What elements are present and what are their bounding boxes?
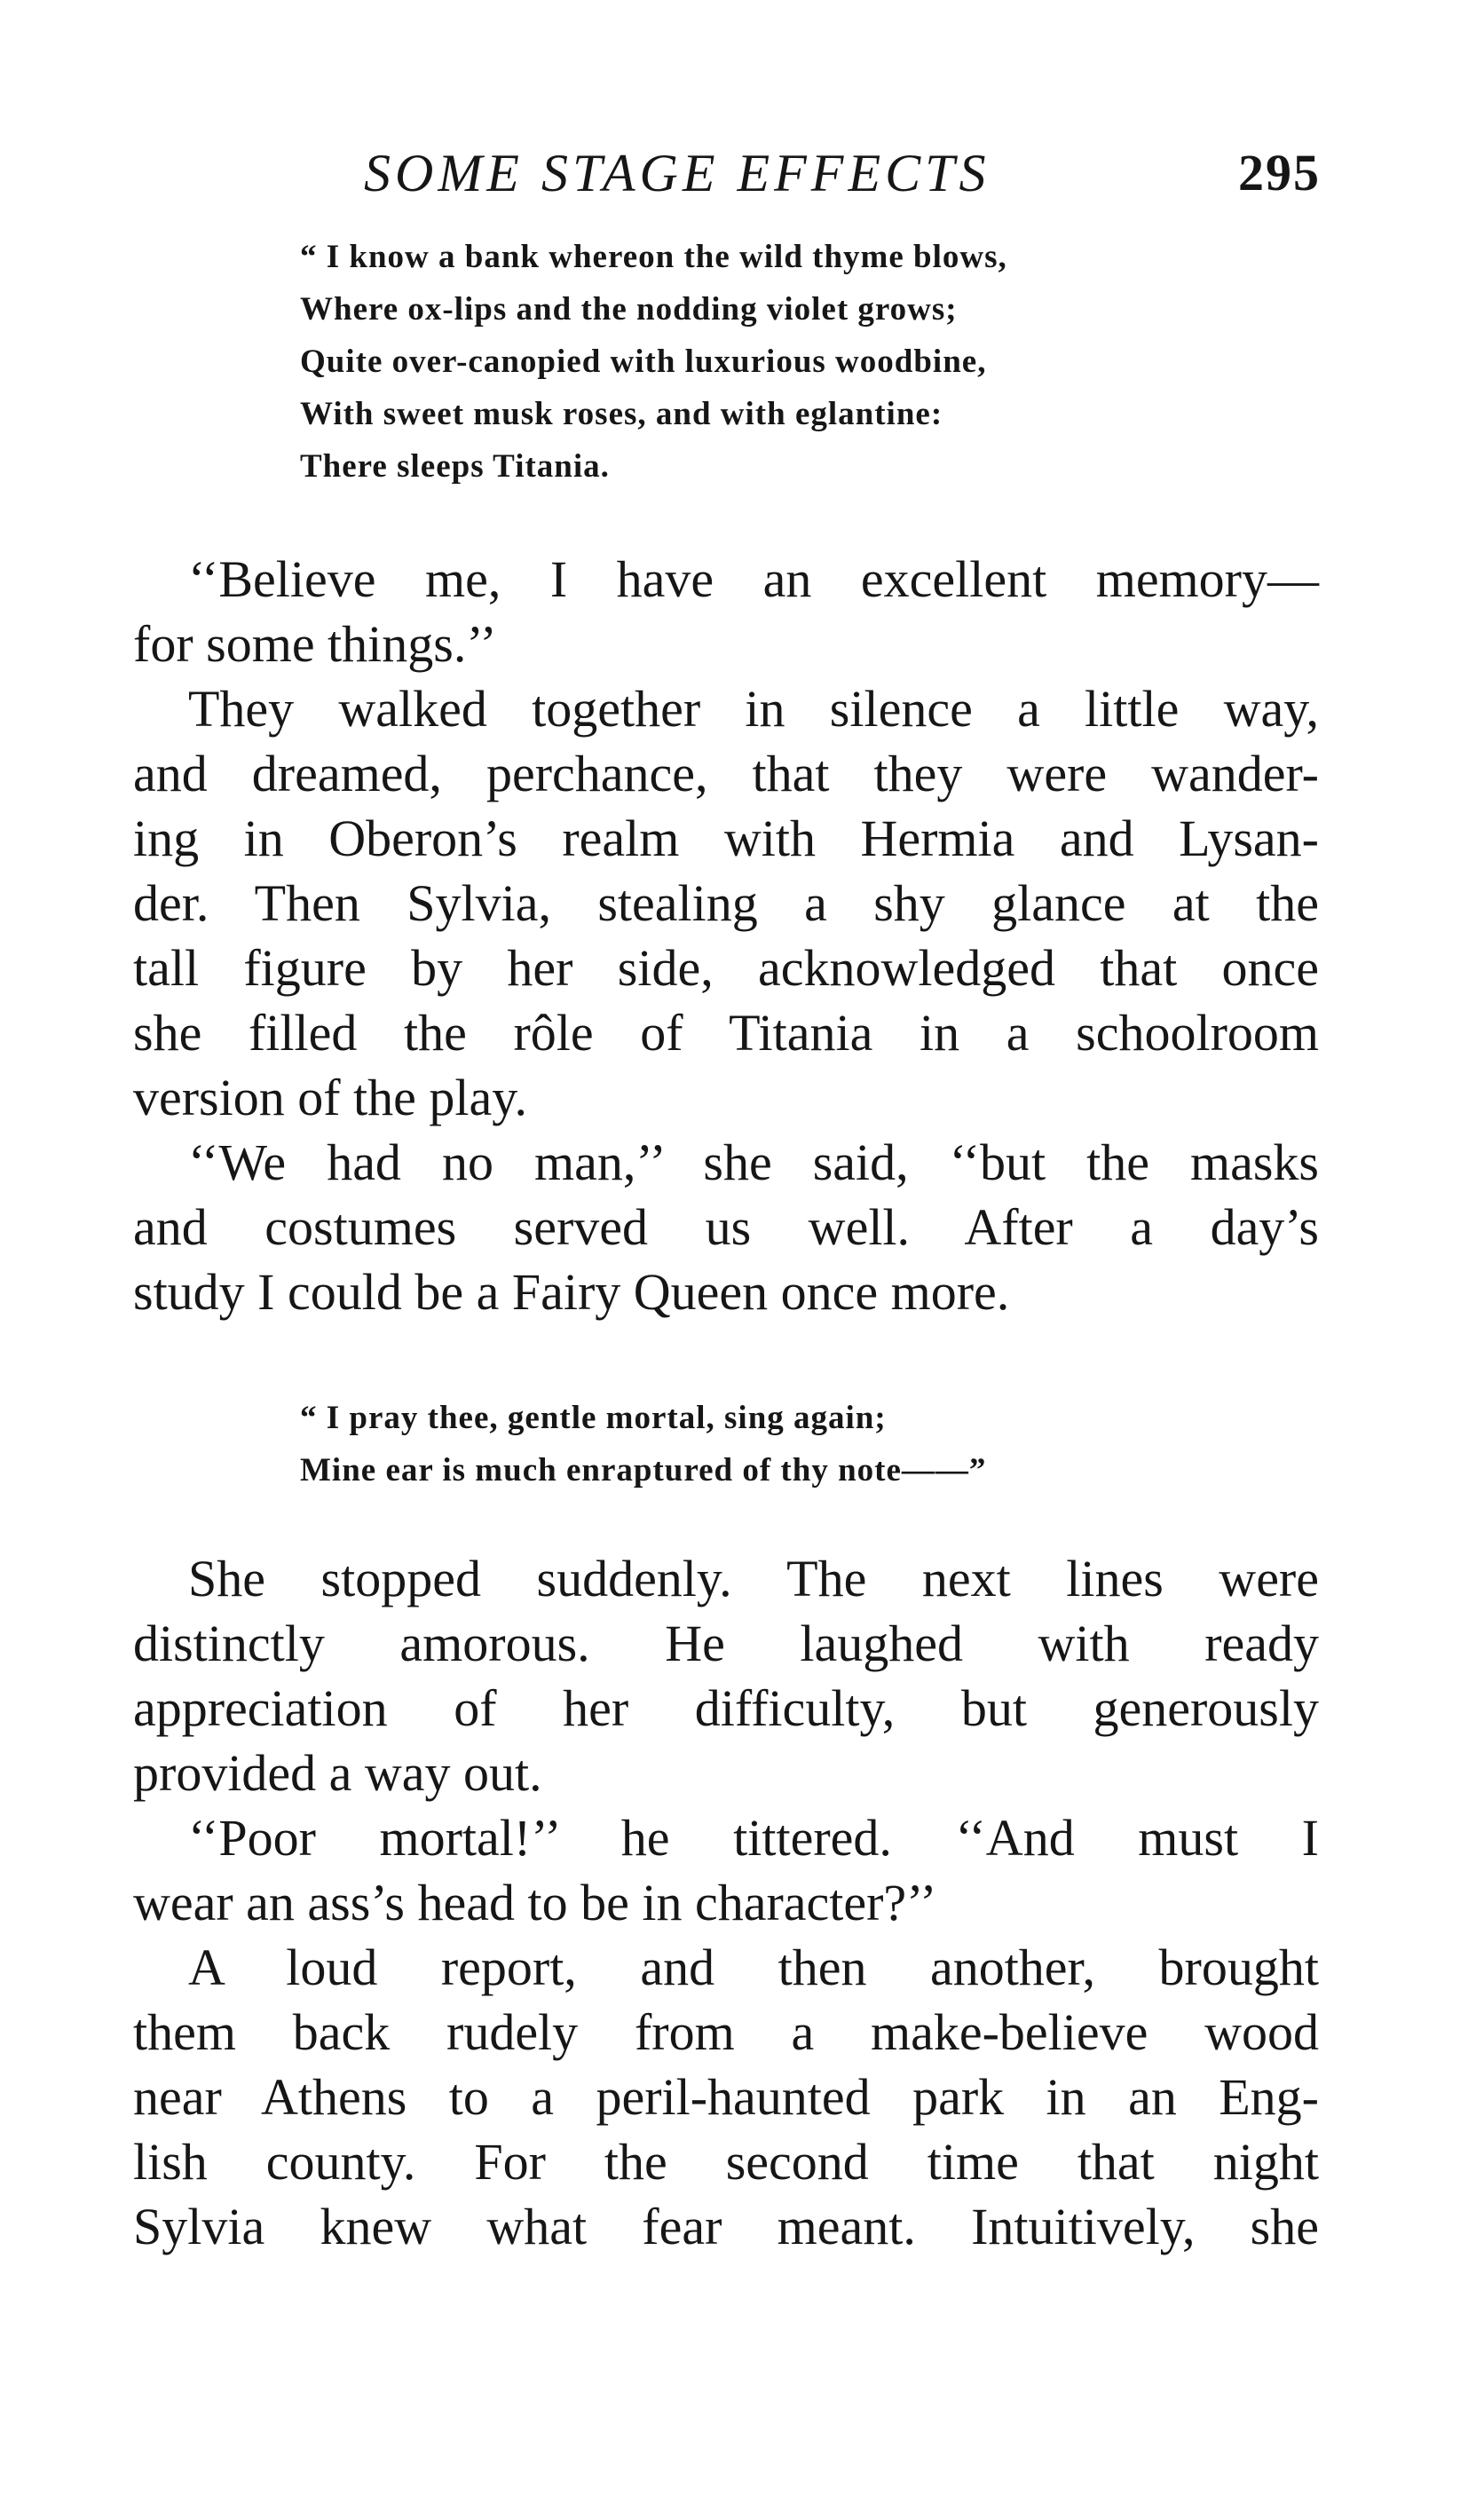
page-header [133,133,1321,213]
verse-line: Where ox-lips and the nodding violet grows; [300,291,958,328]
text-line: for some things.’’ [133,615,497,673]
text-line: appreciation of her difficulty, but generously [133,1679,1319,1737]
text-line: provided a way out. [133,1744,542,1802]
body-text-second [133,1546,1319,2259]
text-line: and dreamed, perchance, that they were wander- [133,745,1319,802]
text-line: them back rudely from a make-believe wood [133,2003,1319,2061]
body-text-first [133,547,1319,1324]
text-line: ‘‘We had no man,’’ she said, ‘‘but the masks [188,1133,1319,1191]
text-line: distinctly amorous. He laughed with ready [133,1615,1319,1672]
verse-line: Quite over-canopied with luxurious woodbine, [300,344,987,380]
text-line: version of the play. [133,1069,528,1126]
text-line: ing in Oberon’s realm with Hermia and Lysan- [133,809,1319,867]
verse-line: With sweet musk roses, and with eglantine: [300,396,943,432]
text-line: She stopped suddenly. The next lines were [188,1550,1319,1607]
text-line: study I could be a Fairy Queen once more. [133,1263,1010,1321]
text-line: and costumes served us well. After a day’s [133,1198,1319,1256]
text-line: ‘‘Believe me, I have an excellent memory— [188,550,1319,608]
verse-line: “ I know a bank whereon the wild thyme blows, [300,239,1007,275]
text-line: ‘‘Poor mortal!’’ he tittered. ‘‘And must I [188,1809,1319,1867]
text-line: A loud report, and then another, brought [188,1939,1319,1996]
text-line: They walked together in silence a little way, [188,680,1319,738]
text-line: she filled the rôle of Titania in a schoolroom [133,1004,1319,1062]
page-number: 295 [1238,144,1321,201]
verse-line: Mine ear is much enraptured of thy note——” [300,1452,987,1488]
text-line: der. Then Sylvia, stealing a shy glance at the [133,874,1319,932]
text-line: tall figure by her side, acknowledged that once [133,939,1319,997]
text-line: wear an ass’s head to be in character?’’ [133,1874,937,1931]
verse-quotation-titania [300,231,1007,493]
verse-line: “ I pray thee, gentle mortal, sing again; [300,1400,887,1436]
text-line: Sylvia knew what fear meant. Intuitively, she [133,2198,1319,2255]
verse-line: There sleeps Titania. [300,448,610,485]
verse-quotation-mortal [300,1392,986,1496]
text-line: near Athens to a peril-haunted park in an Eng- [133,2068,1319,2126]
text-line: lish county. For the second time that night [133,2133,1319,2191]
running-title: SOME STAGE EFFECTS [364,144,991,202]
